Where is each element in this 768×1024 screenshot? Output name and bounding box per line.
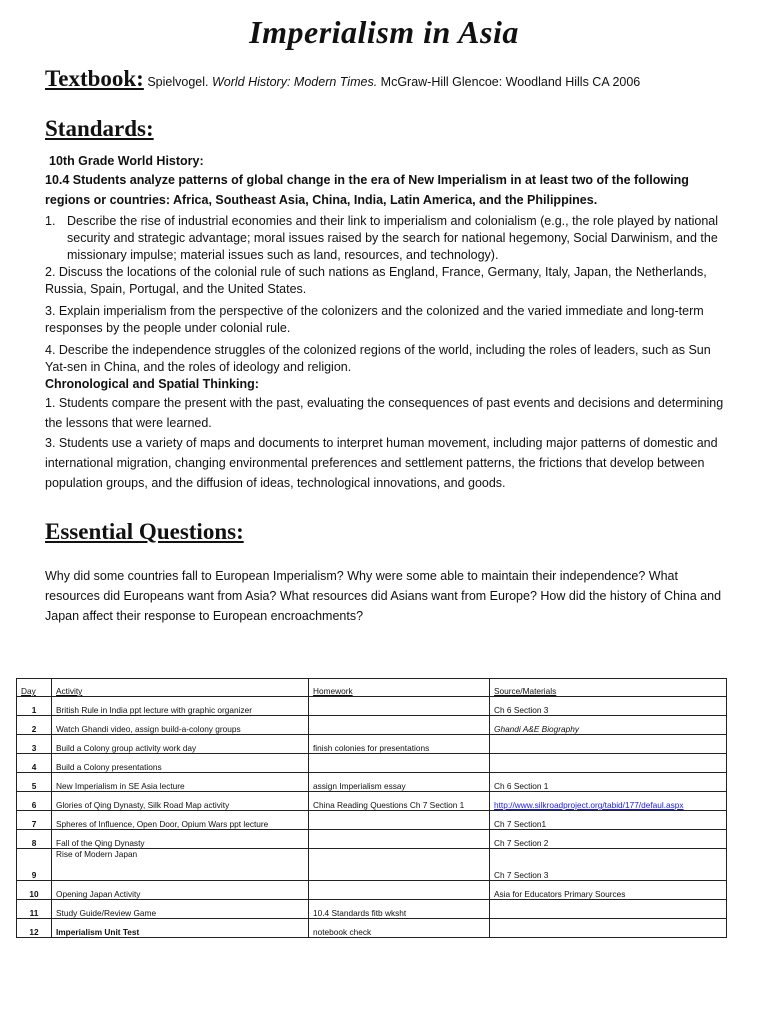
cell-source (490, 773, 727, 792)
cell-activity (52, 900, 309, 919)
table-row (17, 881, 727, 900)
day-text: 4 (31, 762, 37, 772)
cell-source (490, 849, 727, 881)
cell-homework (309, 900, 490, 919)
activity-text: Build a Colony group activity work day (56, 743, 197, 753)
cell-homework (309, 754, 490, 773)
day-text: 11 (29, 908, 39, 918)
day-text: 3 (31, 743, 37, 753)
header-day: Day (17, 679, 52, 697)
standards-heading: Standards: (45, 116, 154, 141)
table-row (17, 792, 727, 811)
header-homework: Homework (309, 679, 490, 697)
cell-source (490, 919, 727, 938)
textbook-heading: Textbook: (45, 66, 144, 91)
table-row (17, 811, 727, 830)
cell-day (17, 735, 52, 754)
cell-day (17, 792, 52, 811)
cell-day (17, 716, 52, 735)
standard-item-2: 2. Discuss the locations of the colonial rule of such nations as England, France, Germany, Italy, Japan, the Netherlands, Russia, Spain, Portugal, and the United States. (45, 265, 707, 296)
textbook-title: World History: Modern Times. (211, 75, 378, 89)
cell-activity (52, 792, 309, 811)
day-text: 2 (31, 724, 37, 734)
cell-activity (52, 881, 309, 900)
cell-source (490, 830, 727, 849)
cell-source (490, 792, 727, 811)
standard-item-4: 4. Describe the independence struggles of the colonized regions of the world, including the roles of leaders, such as Sun Yat-sen in China, and the roles of ideology and religion. (45, 343, 711, 374)
cell-activity (52, 716, 309, 735)
day-text: 1 (31, 705, 37, 715)
cell-homework (309, 773, 490, 792)
table-row (17, 900, 727, 919)
activity-text: Opening Japan Activity (56, 889, 141, 899)
activity-text: British Rule in India ppt lecture with graphic organizer (56, 705, 252, 715)
source-text: Ch 7 Section 2 (494, 838, 549, 848)
activity-text: Glories of Qing Dynasty, Silk Road Map activity (56, 800, 230, 810)
textbook-publisher: McGraw-Hill Glencoe: Woodland Hills CA 2006 (380, 75, 641, 89)
cell-activity (52, 811, 309, 830)
cell-activity (52, 919, 309, 938)
activity-text: Build a Colony presentations (56, 762, 162, 772)
source-text: Ghandi A&E Biography (494, 724, 580, 734)
cell-homework (309, 919, 490, 938)
table-row (17, 735, 727, 754)
homework-text: finish colonies for presentations (313, 743, 430, 753)
activity-text: Spheres of Influence, Open Door, Opium Wars ppt lecture (56, 819, 269, 829)
source-text: Ch 7 Section 3 (494, 870, 549, 880)
grade-label: 10th Grade World History: (49, 154, 204, 168)
cell-homework (309, 697, 490, 716)
cell-day (17, 849, 52, 881)
table-header-row (17, 679, 727, 697)
homework-text: assign Imperialism essay (313, 781, 406, 791)
essential-questions-heading: Essential Questions: (45, 519, 244, 544)
cell-homework (309, 716, 490, 735)
cell-activity (52, 830, 309, 849)
table-row (17, 697, 727, 716)
activity-text: Rise of Modern Japan (56, 849, 138, 859)
cell-day (17, 773, 52, 792)
table-row (17, 830, 727, 849)
cell-activity (52, 697, 309, 716)
homework-text: 10.4 Standards fitb wksht (313, 908, 407, 918)
activity-text: New Imperialism in SE Asia lecture (56, 781, 185, 791)
cell-activity (52, 735, 309, 754)
standard-item-1 (45, 213, 730, 264)
chrono-item-1: 1. Students compare the present with the past, evaluating the consequences of past events and decisions and determining the lessons that were learned. (45, 396, 724, 430)
activity-text: Fall of the Qing Dynasty (56, 838, 145, 848)
cell-source (490, 735, 727, 754)
standards-block (45, 153, 730, 493)
cell-day (17, 697, 52, 716)
standard-item-3: 3. Explain imperialism from the perspective of the colonizers and the colonized and the varied immediate and long-term responses by the people under colonial rule. (45, 304, 704, 335)
day-text: 8 (31, 838, 37, 848)
day-text: 10 (29, 889, 39, 899)
activity-text: Watch Ghandi video, assign build-a-colony groups (56, 724, 241, 734)
table-row (17, 919, 727, 938)
activity-text: Study Guide/Review Game (56, 908, 157, 918)
cell-activity (52, 773, 309, 792)
cell-homework (309, 881, 490, 900)
chrono-heading: Chronological and Spatial Thinking: (45, 377, 259, 391)
source-link[interactable]: http://www.silkroadproject.org/tabid/177/defaul.aspx (494, 800, 684, 810)
cell-day (17, 919, 52, 938)
cell-activity (52, 849, 309, 881)
table-row (17, 754, 727, 773)
cell-homework (309, 811, 490, 830)
cell-homework (309, 849, 490, 881)
standard-10-4: 10.4 Students analyze patterns of global change in the era of New Imperialism in at least two of the following regions or countries: Africa, Southeast Asia, China, India, Latin America, and the Philippines. (45, 173, 689, 207)
homework-text: notebook check (313, 927, 372, 937)
cell-source (490, 716, 727, 735)
day-text: 5 (31, 781, 37, 791)
cell-day (17, 881, 52, 900)
cell-homework (309, 792, 490, 811)
table-row (17, 716, 727, 735)
essential-questions-text: Why did some countries fall to European Imperialism? Why were some able to maintain their independence? What resources did Europeans want from Asia? What resources did Asians want from Europe? How did the history of China and Japan affect their response to European encroachments? (45, 569, 722, 623)
day-text: 6 (31, 800, 37, 810)
day-text: 7 (31, 819, 37, 829)
table-row (17, 849, 727, 881)
source-text: Ch 6 Section 1 (494, 781, 549, 791)
cell-day (17, 900, 52, 919)
page-title: Imperialism in Asia (249, 14, 519, 50)
source-text: Ch 7 Section1 (494, 819, 547, 829)
source-text: Ch 6 Section 3 (494, 705, 549, 715)
day-text: 12 (29, 927, 39, 937)
textbook-author: Spielvogel. (147, 75, 209, 89)
cell-activity (52, 754, 309, 773)
item-1-text: Describe the rise of industrial economies and their link to imperialism and colonialism (e.g., the role played by national security and strategic advantage; moral issues raised by the search for national hegemony, Social Darwinism, and the missionary impulse; material issues such as land, resources, and technology). (67, 214, 719, 262)
cell-source (490, 697, 727, 716)
chrono-item-3: 3. Students use a variety of maps and documents to interpret human movement, including major patterns of domestic and international migration, changing environmental preferences and settlement patterns, the frictions that develop between population groups, and the diffusion of ideas, technological innovations, and goods. (45, 436, 718, 490)
cell-source (490, 754, 727, 773)
table-row (17, 773, 727, 792)
cell-day (17, 811, 52, 830)
cell-source (490, 881, 727, 900)
cell-source (490, 811, 727, 830)
source-text: Asia for Educators Primary Sources (494, 889, 626, 899)
header-activity: Activity (52, 679, 309, 697)
unit-plan-table (16, 678, 727, 938)
activity-text: Imperialism Unit Test (56, 927, 140, 937)
textbook-line (45, 66, 640, 92)
cell-day (17, 754, 52, 773)
item-1-number: 1. (45, 214, 56, 228)
homework-text: China Reading Questions Ch 7 Section 1 (313, 800, 465, 810)
day-text: 9 (31, 870, 37, 880)
cell-source (490, 900, 727, 919)
header-source: Source/Materials (490, 679, 727, 697)
cell-homework (309, 735, 490, 754)
cell-day (17, 830, 52, 849)
cell-homework (309, 830, 490, 849)
